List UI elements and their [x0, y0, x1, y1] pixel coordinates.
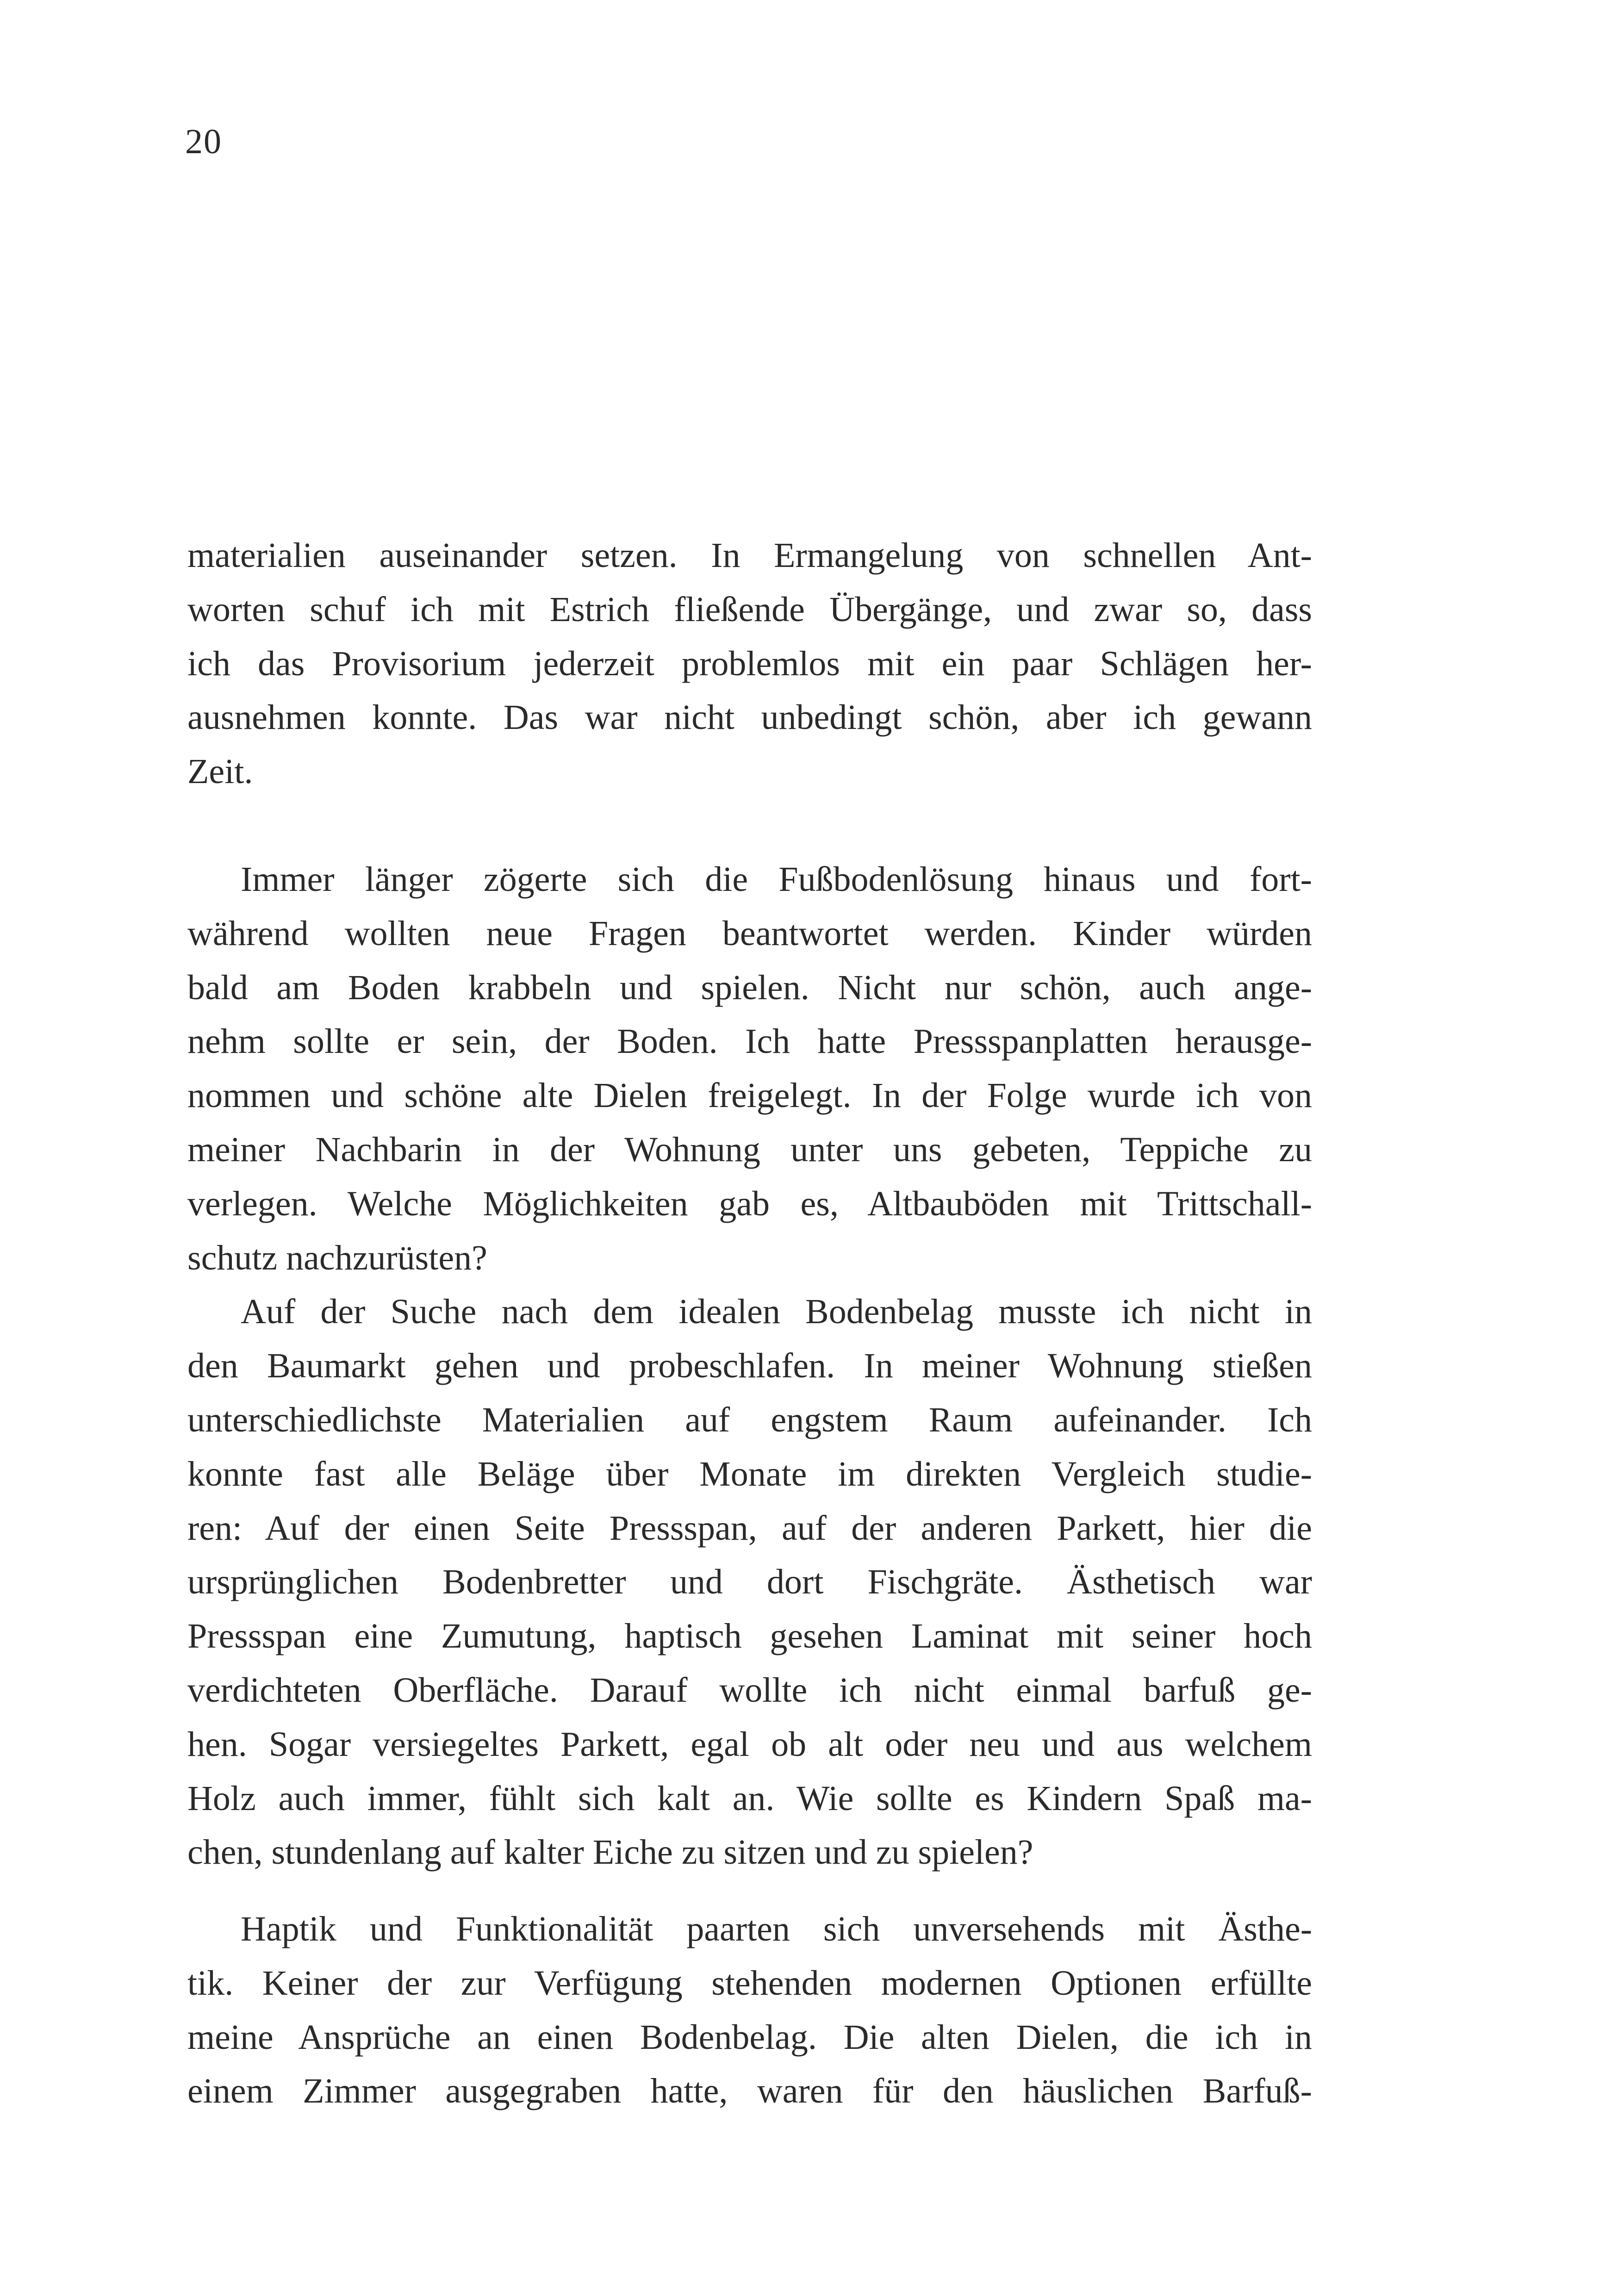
text-line: einem Zimmer ausgegraben hatte, waren für den häuslichen Barfuß- [187, 2072, 1312, 2111]
paragraph-1 [187, 529, 1312, 799]
text-line: ausnehmen konnte. Das war nicht unbedingt schön, aber ich gewann [187, 698, 1312, 737]
paragraph-2 [187, 852, 1312, 1879]
text-line: Holz auch immer, fühlt sich kalt an. Wie sollte es Kindern Spaß ma- [187, 1779, 1312, 1818]
text-line: Pressspan eine Zumutung, haptisch gesehen Laminat mit seiner hoch [187, 1617, 1312, 1656]
text-line: konnte fast alle Beläge über Monate im direkten Vergleich studie- [187, 1454, 1312, 1493]
text-line: verdichteten Oberfläche. Darauf wollte ich nicht einmal barfuß ge- [187, 1670, 1312, 1710]
text-line: nehm sollte er sein, der Boden. Ich hatte Pressspanplatten herausge- [187, 1022, 1312, 1061]
text-line: nommen und schöne alte Dielen freigelegt. In der Folge wurde ich von [187, 1076, 1312, 1115]
text-line: ren: Auf der einen Seite Pressspan, auf der anderen Parkett, hier die [187, 1508, 1312, 1548]
text-line: während wollten neue Fragen beantwortet werden. Kinder würden [187, 914, 1312, 953]
text-line: ursprünglichen Bodenbretter und dort Fischgräte. Ästhetisch war [187, 1562, 1312, 1602]
page-number: 20 [185, 122, 222, 161]
text-line: worten schuf ich mit Estrich fließende Übergänge, und zwar so, dass [187, 590, 1312, 629]
text-line: ich das Provisorium jederzeit problemlos mit ein paar Schlägen her- [187, 644, 1312, 683]
text-line: verlegen. Welche Möglichkeiten gab es, Altbauböden mit Trittschall- [187, 1184, 1312, 1223]
text-line: hen. Sogar versiegeltes Parkett, egal ob alt oder neu und aus welchem [187, 1724, 1312, 1764]
text-line: bald am Boden krabbeln und spielen. Nicht nur schön, auch ange- [187, 968, 1312, 1007]
text-line: tik. Keiner der zur Verfügung stehenden modernen Optionen erfüllte [187, 1963, 1312, 2003]
text-line: schutz nachzurüsten? [187, 1238, 487, 1277]
text-line: materialien auseinander setzen. In Ermangelung von schnellen Ant- [187, 536, 1312, 575]
text-line: unterschiedlichste Materialien auf engstem Raum aufeinander. Ich [187, 1400, 1312, 1439]
text-line: chen, stundenlang auf kalter Eiche zu sitzen und zu spielen? [187, 1833, 1033, 1872]
text-line: meiner Nachbarin in der Wohnung unter uns gebeten, Teppiche zu [187, 1130, 1312, 1169]
text-line: Haptik und Funktionalität paarten sich unversehends mit Ästhe- [241, 1910, 1312, 1948]
paragraph-3 [187, 1902, 1312, 2118]
text-line: Zeit. [187, 752, 253, 791]
text-line: Auf der Suche nach dem idealen Bodenbelag musste ich nicht in [241, 1292, 1312, 1332]
text-line: den Baumarkt gehen und probeschlafen. In meiner Wohnung stießen [187, 1346, 1312, 1386]
text-line: meine Ansprüche an einen Bodenbelag. Die alten Dielen, die ich in [187, 2017, 1312, 2057]
text-line: Immer länger zögerte sich die Fußbodenlösung hinaus und fort- [241, 860, 1312, 899]
